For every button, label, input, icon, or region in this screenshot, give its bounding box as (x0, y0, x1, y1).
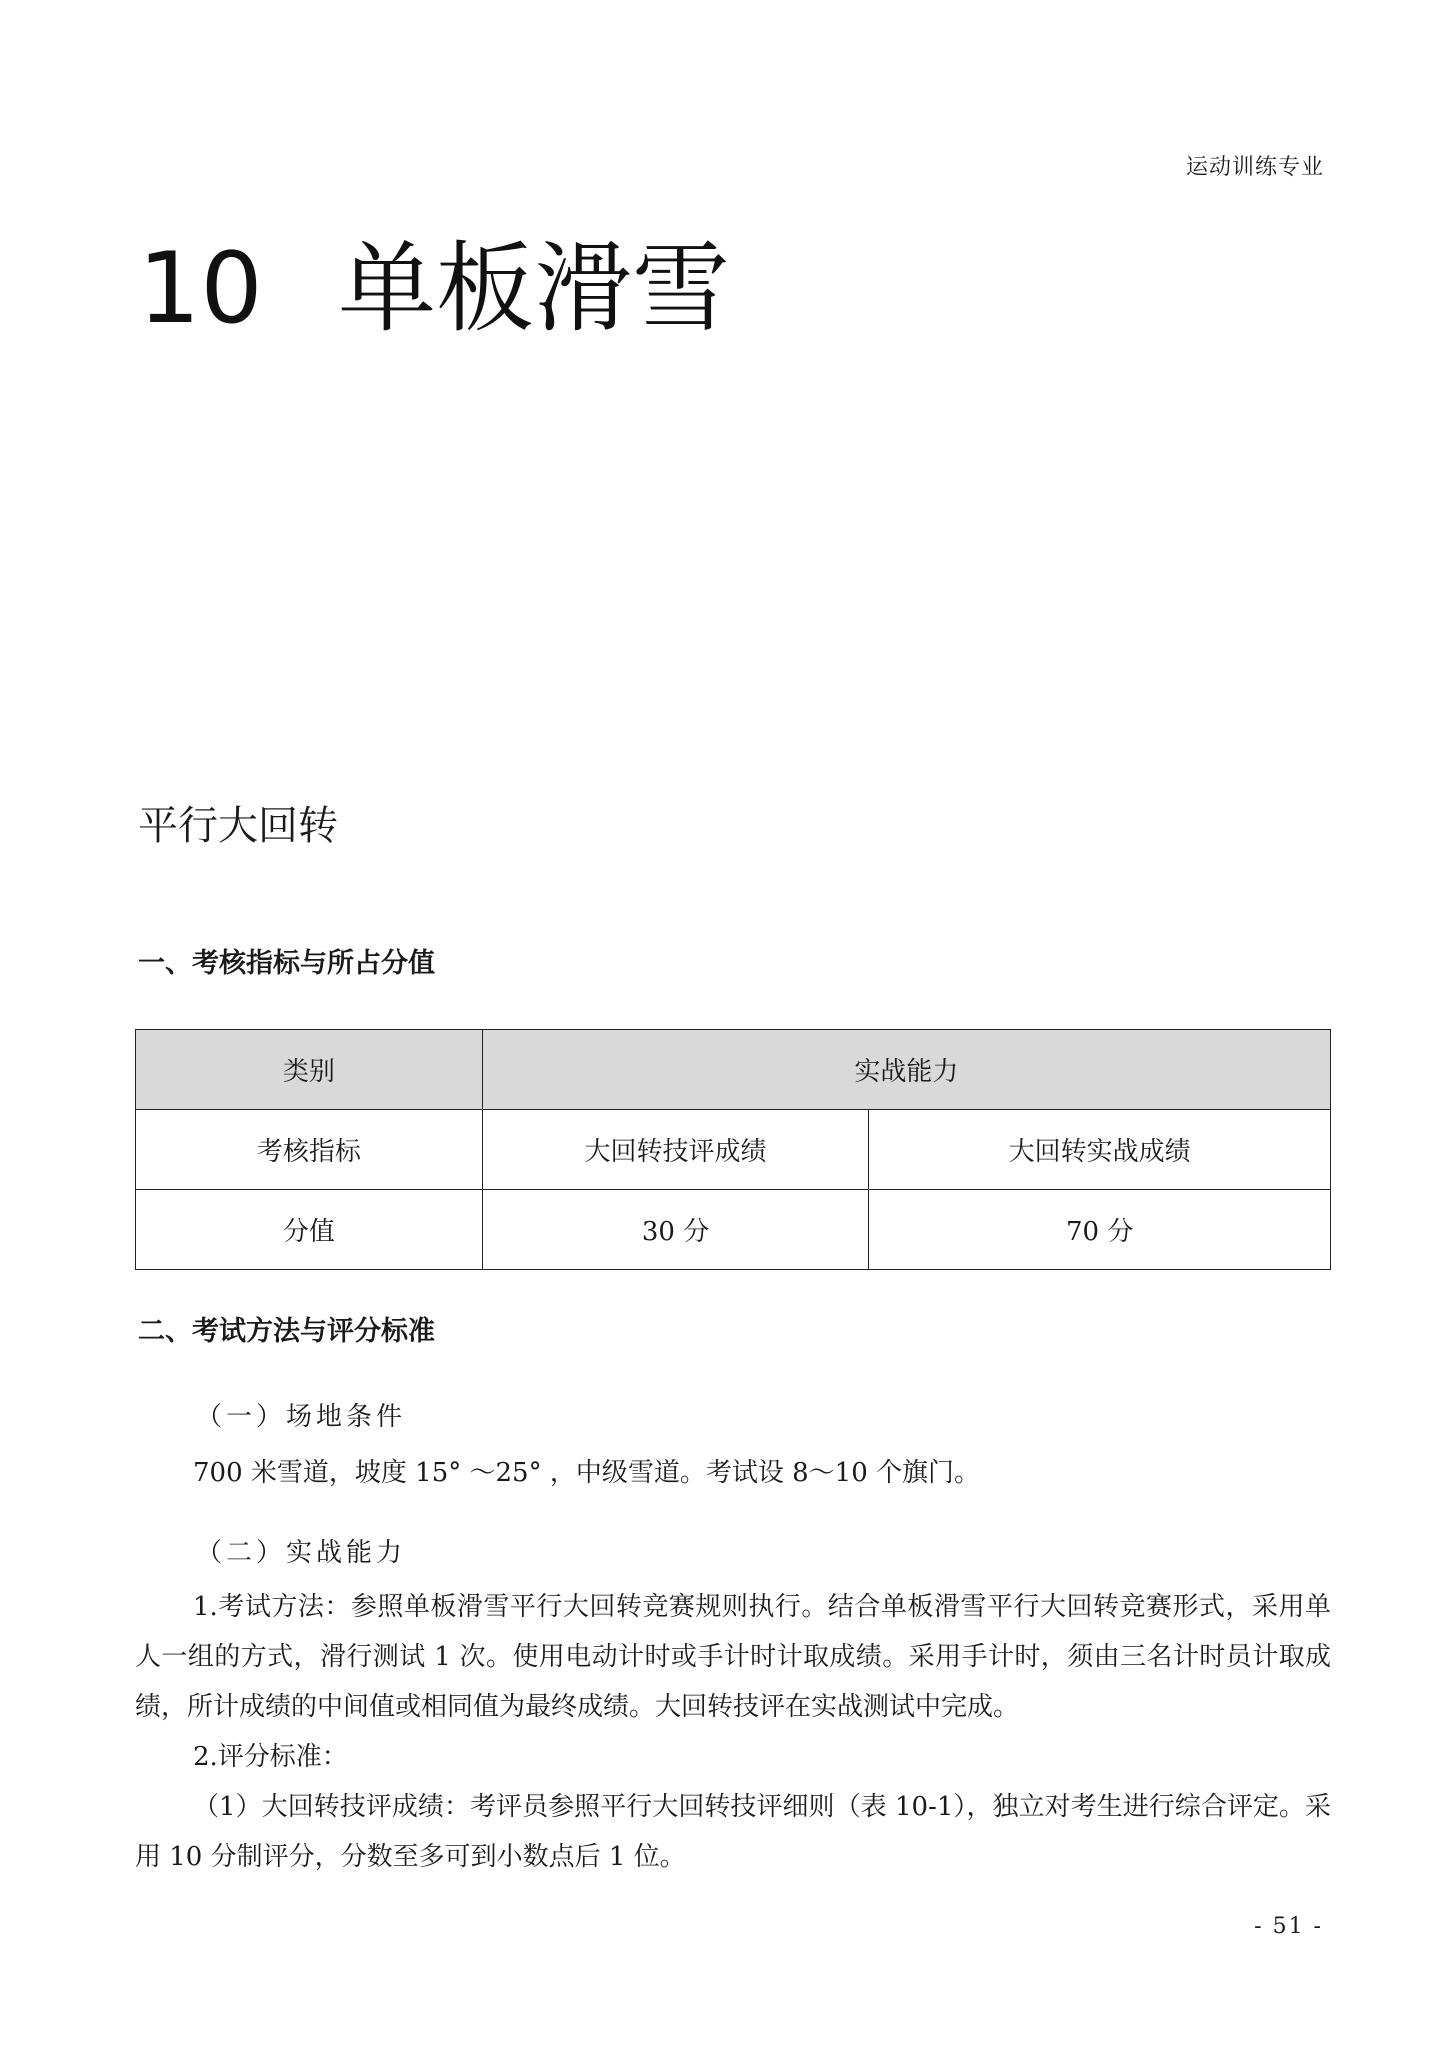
table-cell-indicator-actual: 大回转实战成绩 (869, 1110, 1331, 1190)
table-row (136, 1190, 1331, 1270)
table-cell-score-tech: 30 分 (482, 1190, 869, 1270)
table-cell-indicator-tech: 大回转技评成绩 (482, 1110, 869, 1190)
criteria-heading: 2.评分标准： (193, 1742, 348, 1772)
part1-heading: 一、考核指标与所占分值 (138, 948, 435, 979)
page-number: - 51 - (1254, 1914, 1323, 1939)
table-row (136, 1030, 1331, 1110)
sub2-heading: （二）实战能力 (196, 1538, 407, 1568)
score-table (135, 1029, 1331, 1270)
table-cell-category-label: 类别 (136, 1030, 483, 1110)
section-title: 平行大回转 (138, 803, 338, 849)
table-cell-category-value: 实战能力 (482, 1030, 1330, 1110)
table-cell-score-actual: 70 分 (869, 1190, 1331, 1270)
chapter-number: 10 (138, 232, 263, 346)
chapter-heading (138, 232, 731, 346)
table-cell-score-label: 分值 (136, 1190, 483, 1270)
sub1-text: 700 米雪道，坡度 15° ～25° ，中级雪道。考试设 8～10 个旗门。 (193, 1458, 981, 1488)
running-header: 运动训练专业 (1185, 155, 1324, 180)
part2-heading: 二、考试方法与评分标准 (138, 1316, 435, 1347)
sub1-heading: （一）场地条件 (196, 1402, 407, 1432)
table-row (136, 1110, 1331, 1190)
chapter-title: 单板滑雪 (338, 232, 731, 346)
table-cell-indicator-label: 考核指标 (136, 1110, 483, 1190)
method-paragraph: 1.考试方法：参照单板滑雪平行大回转竞赛规则执行。结合单板滑雪平行大回转竞赛形式，采用单人一组的方式，滑行测试 1 次。使用电动计时或手计时计取成绩。采用手计时，须由三名计时员计取成绩，所计成绩的中间值或相同值为最终成绩。大回转技评在实战测试中完成。 (135, 1592, 1331, 1722)
criteria-paragraph: （1）大回转技评成绩：考评员参照平行大回转技评细则（表 10-1），独立对考生进行综合评定。采用 10 分制评分，分数至多可到小数点后 1 位。 (135, 1792, 1331, 1872)
